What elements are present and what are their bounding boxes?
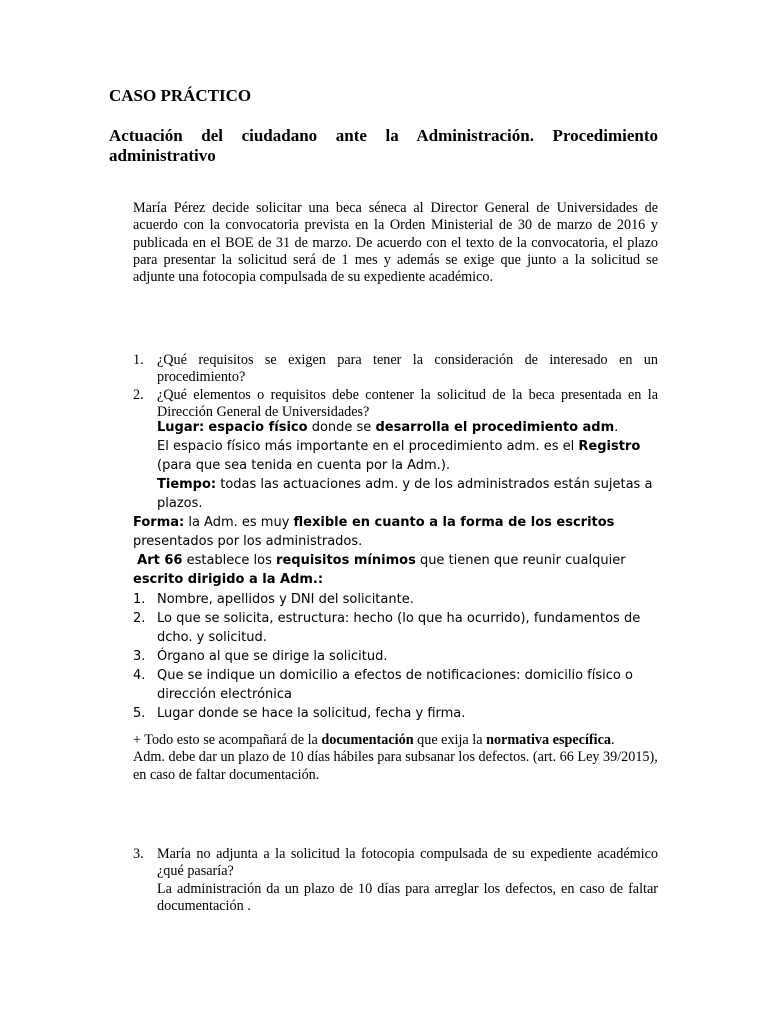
question-number: 2. <box>133 386 144 403</box>
documentation-note <box>133 732 658 784</box>
registro-text-1: El espacio físico más importante en el procedimiento adm. es el <box>157 439 579 454</box>
question-text: ¿Qué requisitos se exigen para tener la consideración de interesado en un procedimiento? <box>157 352 658 386</box>
requirement-number: 1. <box>133 592 146 607</box>
lugar-bold-1: espacio físico <box>208 420 308 435</box>
requirement-item <box>133 590 653 609</box>
registro-text-2: (para que sea tenida en cuenta por la Adm.). <box>157 458 451 473</box>
tiempo-text: todas las actuaciones adm. y de los administrados están sujetas a plazos. <box>157 477 653 511</box>
note-bold-1: documentación <box>321 732 414 748</box>
art-text-1: establece los <box>182 553 277 568</box>
requirement-number: 2. <box>133 611 146 626</box>
note-text-2: que exija la <box>413 732 487 748</box>
requirements-list <box>133 590 653 723</box>
art-bold-1: requisitos mínimos <box>276 553 416 568</box>
forma-text-2: presentados por los administrados. <box>133 534 363 549</box>
tiempo-label: Tiempo: <box>157 477 217 492</box>
note-line-2: Adm. debe dar un plazo de 10 días hábiles para subsanar los defectos. (art. 66 Ley 39/2015), en caso de faltar documentación. <box>133 749 658 783</box>
question-text: ¿Qué elementos o requisitos debe contener la solicitud de la beca presentada en la Dirección General de Universidades? <box>157 386 658 420</box>
requirement-item <box>133 647 653 666</box>
question-number: 3. <box>133 846 144 862</box>
forma-label: Forma: <box>133 515 185 530</box>
tiempo-line <box>157 475 667 513</box>
answer-forma <box>133 513 668 551</box>
question-item <box>133 352 658 387</box>
note-line-1 <box>133 732 658 749</box>
question-body <box>157 846 658 915</box>
lugar-text-1: donde se <box>307 420 376 435</box>
document-subtitle: Actuación del ciudadano ante la Administración. Procedimiento administrativo <box>109 126 658 165</box>
requirement-text: Que se indique un domicilio a efectos de notificaciones: domicilio físico o dirección electrónica <box>157 668 633 702</box>
lugar-bold-2: desarrolla el procedimiento adm <box>375 420 615 435</box>
requirement-text: Nombre, apellidos y DNI del solicitante. <box>157 592 414 607</box>
answer-lugar-tiempo <box>157 418 667 513</box>
forma-text-1: la Adm. es muy <box>184 515 294 530</box>
requirement-item <box>133 609 653 647</box>
document-title: CASO PRÁCTICO <box>109 86 252 105</box>
registro-line <box>157 437 667 475</box>
requirement-text: Órgano al que se dirige la solicitud. <box>157 649 388 664</box>
requirement-number: 3. <box>133 649 146 664</box>
requirement-item <box>133 704 653 723</box>
lugar-text-2: . <box>614 420 619 435</box>
art-text-2: que tienen que reunir cualquier <box>415 553 626 568</box>
requirement-item <box>133 666 653 704</box>
registro-bold: Registro <box>578 439 641 454</box>
question-list <box>133 352 658 421</box>
art-bold-2: escrito dirigido a la Adm.: <box>133 572 324 587</box>
question-item <box>133 387 658 422</box>
question-list-3 <box>133 846 658 915</box>
art-label: Art 66 <box>137 553 183 568</box>
note-bold-2: normativa específica <box>486 732 611 748</box>
requirement-number: 5. <box>133 706 146 721</box>
note-text-3: . <box>610 732 615 748</box>
answer-art-66 <box>133 551 668 589</box>
lugar-label: Lugar: <box>157 420 205 435</box>
requirement-number: 4. <box>133 668 146 683</box>
forma-bold: flexible en cuanto a la forma de los escritos <box>293 515 615 530</box>
case-statement: María Pérez decide solicitar una beca séneca al Director General de Universidades de acuerdo con la convocatoria prevista en la Orden Ministerial de 30 de marzo de 2016 y publicada en el BOE de 31 de marzo. De acuerdo con el texto de la convocatoria, el plazo para presentar la solicitud será de 1 mes y además se exige que junto a la solicitud se adjunte una fotocopia compulsada de su expediente académico. <box>133 200 658 286</box>
requirement-text: Lugar donde se hace la solicitud, fecha y firma. <box>157 706 466 721</box>
question-item <box>133 846 658 915</box>
requirement-text: Lo que se solicita, estructura: hecho (lo que ha ocurrido), fundamentos de dcho. y solicitud. <box>157 611 641 645</box>
question-number: 1. <box>133 352 144 368</box>
question-text: María no adjunta a la solicitud la fotocopia compulsada de su expediente académico ¿qué pasaría? <box>157 846 658 880</box>
lugar-line <box>157 418 667 437</box>
note-text-1: + Todo esto se acompañará de la <box>133 732 322 748</box>
question-answer: La administración da un plazo de 10 días para arreglar los defectos, en caso de faltar documentación . <box>157 880 658 914</box>
